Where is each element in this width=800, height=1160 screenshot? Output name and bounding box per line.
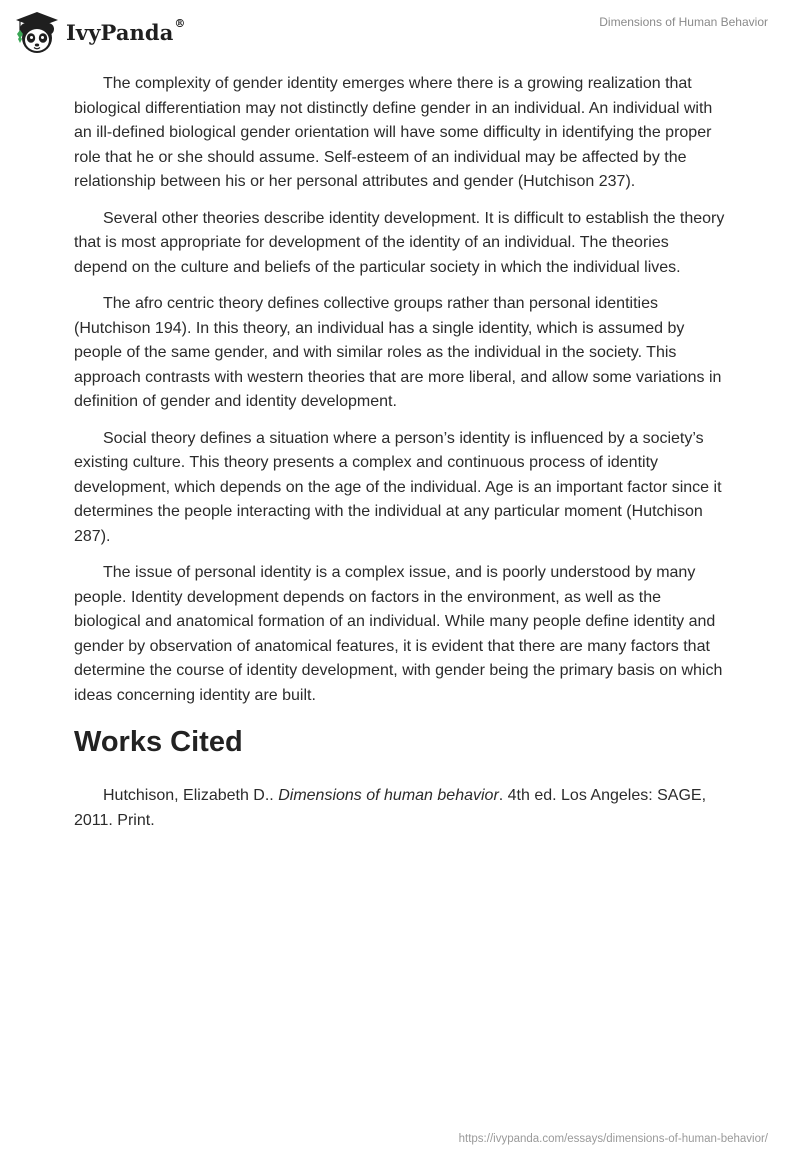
essay-body — [74, 72, 726, 845]
brand-name: IvyPanda® — [66, 16, 186, 45]
ivypanda-logo[interactable] — [14, 8, 186, 56]
citation-entry — [74, 784, 726, 833]
works-cited-heading: Works Cited — [74, 726, 243, 758]
paragraph: The afro centric theory defines collective groups rather than personal identities (Hutchison 194). In this theory, an individual has a single identity, which is assumed by people of the same gender, and with similar roles as the individual in the society. This approach contrasts with western theories that are more liberal, and allow some variations in definition of gender and identity development. — [74, 295, 722, 410]
citation-author: Hutchison, Elizabeth D.. — [103, 787, 279, 804]
registered-mark: ® — [174, 16, 186, 30]
paragraph: Social theory defines a situation where a person’s identity is influenced by a society’s existing culture. This theory presents a complex and continuous process of identity development, which depends on the age of the individual. Age is an important factor since it determines the people interacting with the individual at any particular moment (Hutchison 287). — [74, 429, 722, 545]
paragraph: The complexity of gender identity emerges where there is a growing realization that biological differentiation may not distinctly define gender in an individual. An individual with an ill-defined biological gender orientation will have some difficulty in identifying the proper role that he or she should assume. Self-esteem of an individual may be affected by the relationship between his or her personal attributes and gender (Hutchison 237). — [74, 75, 713, 190]
source-url-link[interactable]: https://ivypanda.com/essays/dimensions-of-human-behavior/ — [458, 1133, 768, 1145]
citation-title: Dimensions of human behavior — [278, 787, 499, 804]
panda-graduate-icon — [14, 8, 60, 56]
paragraph: Several other theories describe identity development. It is difficult to establish the theory that is most appropriate for development of the identity of an individual. The theories depend on the culture and beliefs of the particular society in which the individual lives. — [74, 209, 725, 276]
citation-details: . 4th ed. Los Angeles: SAGE, 2011. Print. — [74, 787, 707, 829]
page-header — [0, 0, 800, 64]
document-title: Dimensions of Human Behavior — [599, 15, 768, 29]
paragraph: The issue of personal identity is a complex issue, and is poorly understood by many people. Identity development depends on factors in the environment, as well as the biological and anatomical formation of an individual. While many people define identity and gender by observation of anatomical features, it is evident that there are many factors that determine the course of identity development, with gender being the primary basis on which ideas concerning identity are built. — [74, 564, 723, 704]
